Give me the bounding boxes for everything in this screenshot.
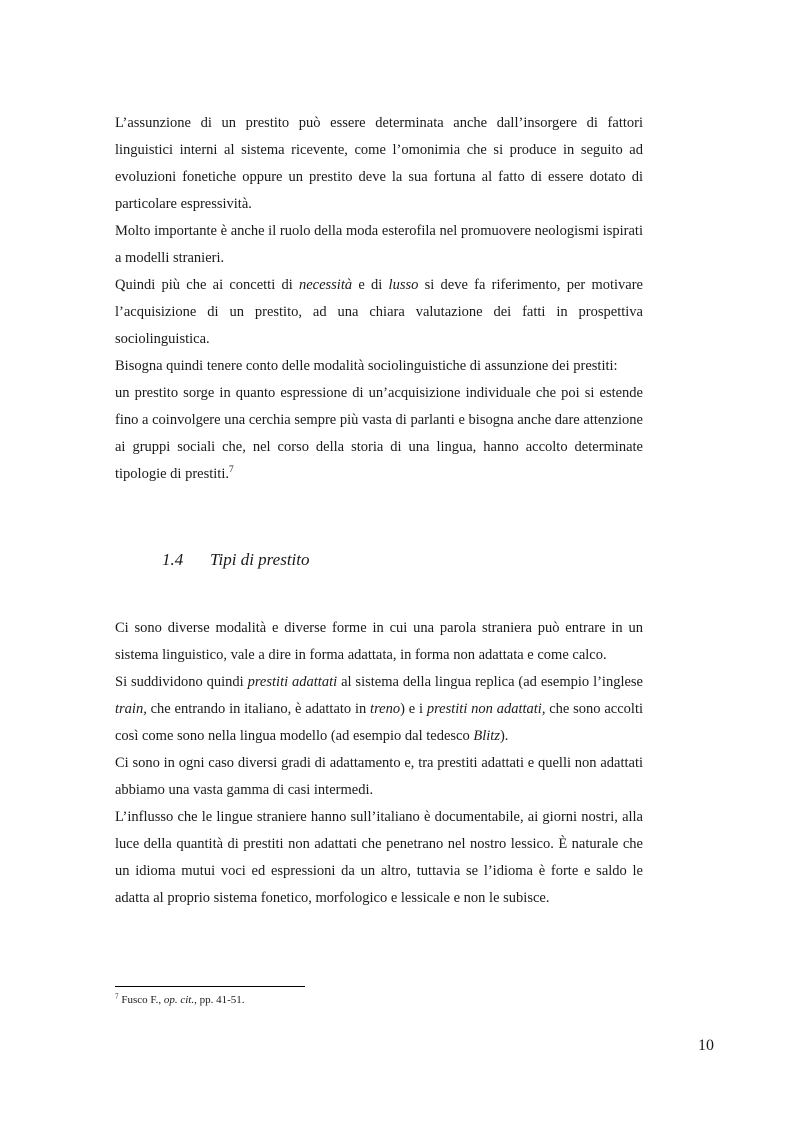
body-section-1 xyxy=(115,110,643,488)
text-run: Si suddividono quindi xyxy=(115,674,248,690)
paragraph: L’assunzione di un prestito può essere determinata anche dall’insorgere di fattori linguistici interni al sistema ricevente, come l’omonimia che si produce in seguito ad evoluzioni fonetiche oppure un prestito deve la sua fortuna al fatto di essere dotato di particolare espressività. xyxy=(115,115,643,212)
paragraph: Ci sono diverse modalità e diverse forme in cui una parola straniera può entrare in un sistema linguistico, vale a dire in forma adattata, in forma non adattata e come calco. xyxy=(115,620,643,663)
text-run: e di xyxy=(352,277,389,293)
body-section-2 xyxy=(115,615,643,912)
page-number: 10 xyxy=(698,1037,714,1054)
paragraph: Ci sono in ogni caso diversi gradi di adattamento e, tra prestiti adattati e quelli non adattati abbiamo una vasta gamma di casi intermedi. xyxy=(115,755,643,798)
text-run: si deve fa riferimento, per motivare l’acquisizione di un prestito, ad una chiara valutazione dei fatti in prospettiva sociolinguistica. xyxy=(115,277,643,347)
italic-term: necessità xyxy=(298,277,353,293)
italic-term: Blitz xyxy=(473,728,500,744)
paragraph: Bisogna quindi tenere conto delle modalità sociolinguistiche di assunzione dei prestiti: xyxy=(115,358,618,374)
paragraph xyxy=(115,272,643,353)
footnote-italic: op. cit. xyxy=(163,994,195,1006)
paragraph xyxy=(115,669,643,750)
footnote-marker: 7 xyxy=(115,992,119,1001)
section-title: Tipi di prestito xyxy=(210,550,310,569)
text-run: ) e i xyxy=(400,701,427,717)
italic-term: lusso xyxy=(388,277,419,293)
italic-term: treno xyxy=(370,701,401,717)
text-run: al sistema della lingua replica (ad esempio l’inglese xyxy=(337,674,643,690)
section-number: 1.4 xyxy=(162,550,184,569)
footnote-text: , pp. 41-51. xyxy=(194,994,245,1006)
paragraph: Molto importante è anche il ruolo della moda esterofila nel promuovere neologismi ispirati a modelli stranieri. xyxy=(115,223,643,266)
footnote xyxy=(115,993,245,1007)
italic-term: prestiti non adattati xyxy=(426,701,542,717)
footnote-reference: 7 xyxy=(228,465,234,476)
text-run: Quindi più che ai concetti di xyxy=(115,277,299,293)
footnote-text: Fusco F., xyxy=(118,994,164,1006)
paragraph: L’influsso che le lingue straniere hanno sull’italiano è documentabile, ai giorni nostri, alla luce della quantità di prestiti non adattati che penetrano nel nostro lessico. È naturale che un idioma mutui voci ed espressioni da un altro, tuttavia se l’idioma è forte e saldo le adatta al proprio sistema fonetico, morfologico e lessicale e non le subisce. xyxy=(115,809,643,906)
paragraph xyxy=(115,380,643,488)
italic-term: prestiti adattati xyxy=(247,674,338,690)
text-run: ). xyxy=(499,728,509,744)
footnote-separator xyxy=(115,986,305,987)
text-run: un prestito sorge in quanto espressione di un’acquisizione individuale che poi si estende fino a coinvolgere una cerchia sempre più vasta di parlanti e bisogna anche dare attenzione ai gruppi sociali che, nel corso della storia di una lingua, hanno accolto determinate tipologie di prestiti. xyxy=(115,385,643,482)
text-run: , che sono accolti così come sono nella lingua modello (ad esempio dal tedesco xyxy=(115,701,643,744)
italic-term: train, xyxy=(115,701,147,717)
text-run: che entrando in italiano, è adattato in xyxy=(146,701,371,717)
section-heading xyxy=(162,548,310,572)
